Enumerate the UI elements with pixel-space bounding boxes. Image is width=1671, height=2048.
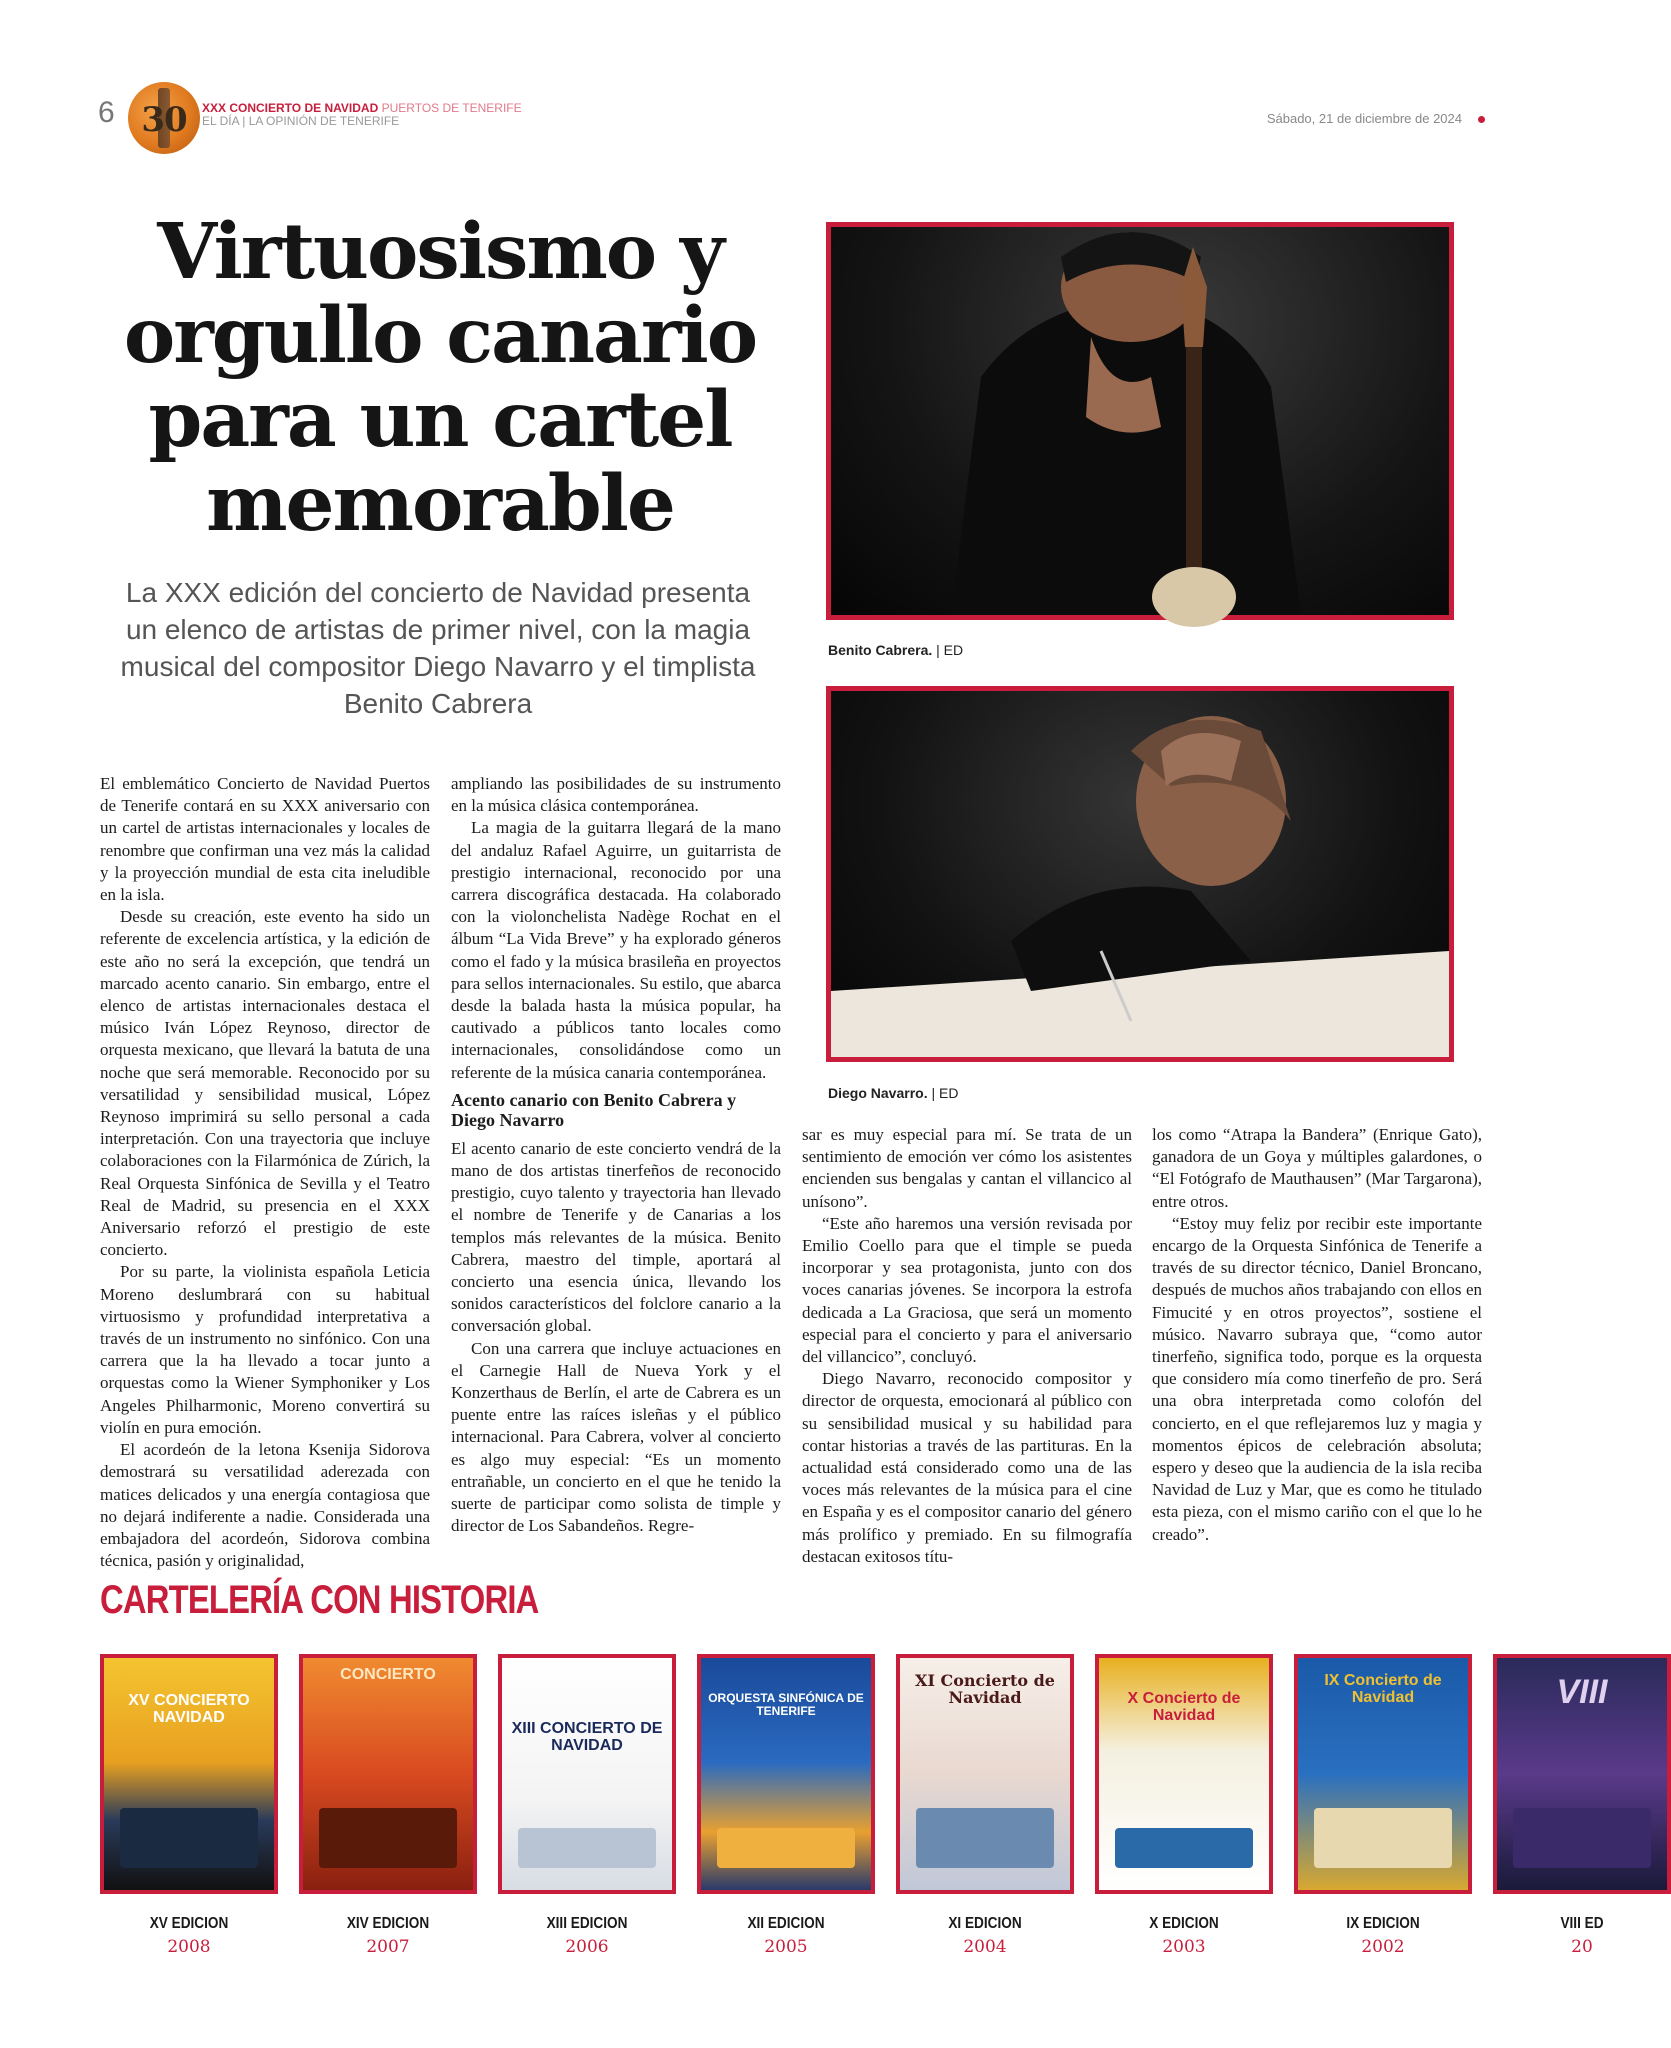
- logo-number: 30: [141, 100, 187, 140]
- poster-artwork: [319, 1808, 457, 1868]
- poster-edition: IX EDICION: [1346, 1915, 1420, 1932]
- photo-benito-cabrera: [826, 222, 1454, 620]
- poster-xii: [697, 1654, 875, 1894]
- poster-year: 2002: [1361, 1937, 1405, 1957]
- paragraph: La magia de la guitarra llegará de la mano del andaluz Rafael Aguirre, un guitarrista de prestigio internacional, reconocido por una carrera discográfica destacada. Ha colaborado con la violonchelista Nadège Rochat en el álbum “La Vida Breve” y ha explorado géneros como el fado y la música brasileña en proyectos para sellos internacionales. Su estilo, que abarca desde la balada hasta la música popular, ha cautivado a públicos tanto locales como internacionales, consolidándose como un referente de la música canaria contemporánea.: [451, 818, 781, 1082]
- article-headline: Virtuosismo y orgullo canario para un cartel memorable: [123, 207, 757, 549]
- photo-diego-navarro: [826, 686, 1454, 1062]
- poster-x: [1095, 1654, 1273, 1894]
- photo-caption-navarro: [828, 1085, 958, 1101]
- poster-xi: [896, 1654, 1074, 1894]
- paragraph: los como “Atrapa la Bandera” (Enrique Gato), ganadora de un Goya y múltiples galardones, o “El Fotógrafo de Mauthausen” (Mar Targarona), entre otros.: [1152, 1125, 1482, 1211]
- accent-dot: [1478, 116, 1485, 123]
- poster-xv: [100, 1654, 278, 1894]
- poster-artwork: [717, 1828, 855, 1868]
- caption-credit: | ED: [936, 642, 964, 658]
- poster-edition: XII EDICION: [747, 1915, 825, 1932]
- poster-year: 2006: [565, 1937, 609, 1957]
- poster-edition: XV EDICION: [149, 1915, 229, 1932]
- paragraph: Diego Navarro, reconocido compositor y director de orquesta, emocionará al público con su sensibilidad musical y su habilidad para contar historias a través de las partituras. En la actualidad está considerado como una de las voces más relevantes de la música para el cine en España y es el compositor canario del género más prolífico y premiado. En su filmografía destacan exitosos títu-: [802, 1369, 1132, 1566]
- poster-artwork: [1314, 1808, 1452, 1868]
- poster-year: 2005: [764, 1937, 808, 1957]
- poster-artwork: [1513, 1808, 1651, 1868]
- poster-title: ORQUESTA SINFÓNICA DE TENERIFE: [708, 1691, 864, 1718]
- poster-year: 20: [1571, 1937, 1593, 1957]
- section-name: XXX CONCIERTO DE NAVIDAD: [202, 101, 379, 115]
- poster-xiii: [498, 1654, 676, 1894]
- paragraph: Con una carrera que incluye actuaciones en el Carnegie Hall de Nueva York y el Konzerthaus de Berlín, el arte de Cabrera es un puente entre las raíces isleñas y el público internacional. Para Cabrera, volver al concierto es algo muy especial: “Es un momento entrañable, un concierto en el que he tenido la suerte de participar como solista de timple y director de Los Sabandeños. Regre-: [451, 1338, 781, 1536]
- poster-artwork: [120, 1808, 258, 1868]
- article-column-4: [1152, 1124, 1482, 1546]
- poster-xiv: [299, 1654, 477, 1894]
- poster-title: IX Concierto de Navidad: [1324, 1672, 1442, 1706]
- caption-name: Diego Navarro.: [828, 1085, 928, 1101]
- poster-gallery: [100, 1654, 1608, 1957]
- poster-title: VIII: [1556, 1673, 1608, 1711]
- carteleria-title: CARTELERÍA CON HISTORIA: [100, 1578, 539, 1622]
- paragraph: El acordeón de la letona Ksenija Sidorova demostrará su versatilidad aderezada con matices delicados y una energía contagiosa que no dejará indiferente a nadie. Considerada una embajadora del acordeón, Sidorova combina técnica, pasión y originalidad,: [100, 1440, 430, 1571]
- caption-name: Benito Cabrera.: [828, 642, 933, 658]
- paragraph: ampliando las posibilidades de su instrumento en la música clásica contemporánea.: [451, 774, 781, 816]
- paragraph: El acento canario de este concierto vendrá de la mano de dos artistas tinerfeños de reconocido prestigio, cuyo talento y trayectoria han llevado el nombre de Tenerife y de Canarias a los templos más relevantes de la música. Benito Cabrera, maestro del timple, aportará al concierto una esencia única, llevando los sonidos característicos del folclore canario a la conversación global.: [451, 1138, 781, 1336]
- poster-edition: XIII EDICION: [546, 1915, 628, 1932]
- anniversary-logo: [128, 82, 200, 154]
- poster-ix: [1294, 1654, 1472, 1894]
- publication-name: EL DÍA | LA OPINIÓN DE TENERIFE: [202, 114, 400, 128]
- paragraph: Desde su creación, este evento ha sido un referente de excelencia artística, y la edición de este año no será la excepción, que tendrá un marcado acento canario. Sin embargo, entre el elenco de artistas internacionales destaca el músico Iván López Reynoso, director de orquesta mexicano, que llevará la batuta de una noche que será memorable. Reconocido por su versatilidad y sensibilidad musical, López Reynoso imprimirá su sello personal a cada interpretación. Con una trayectoria que incluye colaboraciones con la Filarmónica de Zúrich, la Real Orquesta Sinfónica de Sevilla y el Teatro Real de Madrid, su presencia en el XXX Aniversario reforzó el prestigio de este concierto.: [100, 907, 430, 1260]
- caption-credit: | ED: [931, 1085, 959, 1101]
- issue-date: Sábado, 21 de diciembre de 2024: [1266, 111, 1462, 126]
- paragraph: “Estoy muy feliz por recibir este importante encargo de la Orquesta Sinfónica de Tenerife a través de su director técnico, Daniel Broncano, después de muchos años trabajando con ellos en Fimucité y en otros proyectos”, sostiene el músico. Navarro subraya que, “como autor tinerfeño, significa todo, porque es la orquesta que considero mía como tinerfeño de pro. Será una obra interpretada como colofón del concierto, en el que reflejaremos luz y magia y momentos épicos de celebración absoluta; espero y deseo que la audiencia de la isla reciba Navidad de Luz y Mar, que es como he titulado esta pieza, con el mismo cariño con el que lo he creado”.: [1152, 1213, 1482, 1544]
- portrait-timple-illustration: [831, 227, 1449, 615]
- poster-viii: [1493, 1654, 1671, 1894]
- composer-writing-illustration: [831, 691, 1449, 1057]
- paragraph: El emblemático Concierto de Navidad Puertos de Tenerife contará en su XXX aniversario con un cartel de artistas internacionales y locales de renombre que confirman una vez más la calidad y la proyección mundial de esta cita ineludible en la isla.: [100, 774, 430, 905]
- page-number: 6: [98, 96, 115, 129]
- poster-title: XV CONCIERTO NAVIDAD: [128, 1692, 250, 1726]
- poster-title: CONCIERTO: [340, 1666, 436, 1683]
- paragraph: sar es muy especial para mí. Se trata de un sentimiento de emoción ver cómo los asistentes encienden sus bengalas y cantan el villancico al unísono”.: [802, 1125, 1132, 1211]
- poster-year: 2007: [366, 1937, 410, 1957]
- paragraph: “Este año haremos una versión revisada por Emilio Coello para que el timple se pueda incorporar y sea protagonista, junto con dos voces canarias jóvenes. Se incorpora la estrofa dedicada a La Graciosa, que será un momento especial para el concierto y para el aniversario del villancico”, concluyó.: [802, 1213, 1132, 1367]
- poster-year: 2004: [963, 1937, 1007, 1957]
- poster-title: X Concierto de Navidad: [1127, 1690, 1241, 1724]
- poster-year: 2008: [167, 1937, 211, 1957]
- article-column-3: [802, 1124, 1132, 1568]
- paragraph: Por su parte, la violinista española Leticia Moreno deslumbrará con su habitual virtuosismo y profundidad interpretativa a través de un instrumento no sinfónico. Con una carrera que la ha llevado a tocar junto a orquestas como la Wiener Symphoniker y Los Angeles Philharmonic, Moreno convertirá su violín en pura emoción.: [100, 1262, 430, 1437]
- article-subhead: Acento canario con Benito Cabrera y Diego Navarro: [451, 1089, 737, 1130]
- section-sponsor: PUERTOS DE TENERIFE: [381, 101, 522, 115]
- poster-title: XIII CONCIERTO DE NAVIDAD: [511, 1720, 663, 1754]
- article-subheadline: La XXX edición del concierto de Navidad presenta un elenco de artistas de primer nivel, con la magia musical del compositor Diego Navarro y el timplista Benito Cabrera: [120, 577, 756, 719]
- section-header: [202, 101, 522, 115]
- poster-edition: X EDICION: [1149, 1915, 1219, 1932]
- poster-edition: XIV EDICION: [346, 1915, 430, 1932]
- poster-artwork: [916, 1808, 1054, 1868]
- poster-artwork: [1115, 1828, 1253, 1868]
- poster-title: XI Concierto de Navidad: [915, 1671, 1055, 1707]
- photo-caption-cabrera: [828, 642, 963, 658]
- article-column-2: [451, 773, 781, 1538]
- poster-edition: XI EDICION: [948, 1915, 1022, 1932]
- poster-artwork: [518, 1828, 656, 1868]
- poster-year: 2003: [1162, 1937, 1206, 1957]
- poster-edition: VIII ED: [1560, 1915, 1604, 1932]
- article-column-1: [100, 773, 430, 1572]
